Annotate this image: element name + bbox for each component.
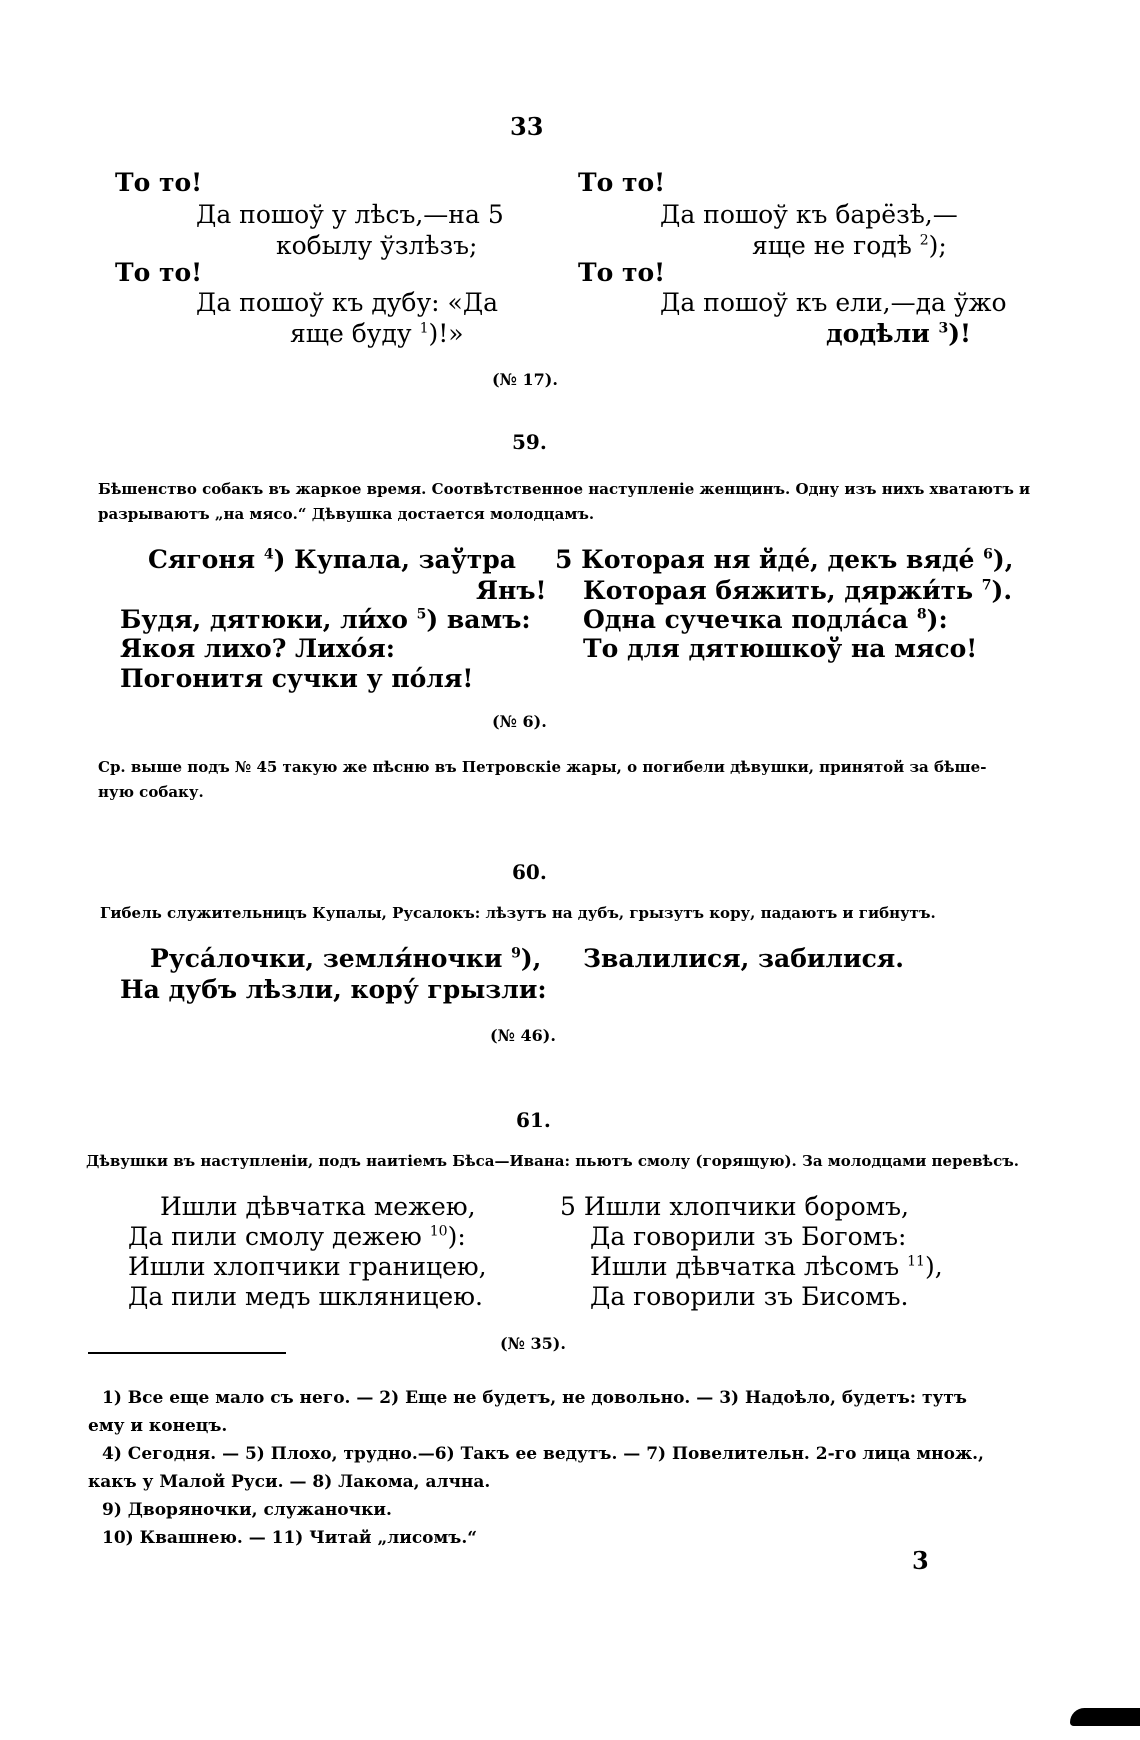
verse-line: кобылу ўзлѣзъ; xyxy=(276,231,478,260)
verse-line: Ишли дѣвчатка лѣсомъ $^{11}$), xyxy=(590,1252,943,1281)
source-reference: (№ 46). xyxy=(490,1026,556,1045)
section-description: Дѣвушки въ наступленіи, подъ наитіемъ Бѣса—Ивана: пьютъ смолу (горящую). За молодцами перевѣсъ. xyxy=(86,1152,1019,1170)
verse-line: То то! xyxy=(578,258,666,287)
verse-line: Будя, дятюки, ли́хо $^5$) вамъ: xyxy=(120,605,531,634)
verse-line: Которая бяжить, дяржи́ть $^7$). xyxy=(583,576,1013,605)
verse-line: То то! xyxy=(115,168,203,197)
section-number: 61. xyxy=(516,1108,551,1132)
footnote: 10) Квашнею. — 11) Читай „лисомъ.“ xyxy=(102,1528,478,1548)
footnote: ему и конецъ. xyxy=(88,1416,228,1436)
verse-line: То то! xyxy=(578,168,666,197)
section-number: 60. xyxy=(512,860,547,884)
source-reference: (№ 17). xyxy=(492,370,558,389)
editor-note: Ср. выше подъ № 45 такую же пѣсню въ Петровскіе жары, о погибели дѣвушки, принятой за бѣше- xyxy=(98,758,987,776)
verse-line: Звалилися, забилися. xyxy=(583,944,904,973)
footnote-rule xyxy=(88,1352,286,1354)
verse-line: Погонитя сучки у по́ля! xyxy=(120,664,474,693)
footnote: 4) Сегодня. — 5) Плохо, трудно.—6) Такъ ее ведутъ. — 7) Повелительн. 2-го лица множ., xyxy=(102,1444,984,1464)
verse-line: Сягоня $^4$) Купала, заўтра xyxy=(148,545,516,574)
verse-line: додѣли $^3$)! xyxy=(826,319,972,348)
verse-line: То то! xyxy=(115,258,203,287)
verse-line: 5 Ишли хлопчики боромъ, xyxy=(560,1192,909,1221)
verse-line: Да пошоў у лѣсъ,—на 5 xyxy=(196,200,504,229)
verse-line: Да пили медъ шкляницею. xyxy=(128,1282,483,1311)
verse-line: Да пошоў къ барёзѣ,— xyxy=(660,200,958,229)
verse-line: 5 Которая ня йдé, декъ вядé $^6$), xyxy=(555,545,1014,574)
footnote: какъ у Малой Руси. — 8) Лакома, алчна. xyxy=(88,1472,491,1492)
verse-line: яще буду $^1$)!» xyxy=(290,319,464,348)
verse-line: Да пили смолу дежею $^{10}$): xyxy=(128,1222,466,1251)
verse-line: яще не годѣ $^2$); xyxy=(752,231,947,260)
verse-line: Да говорили зъ Богомъ: xyxy=(590,1222,907,1251)
verse-line: Ишли дѣвчатка межею, xyxy=(160,1192,476,1221)
section-description: разрываютъ „на мясо.“ Дѣвушка достается молодцамъ. xyxy=(98,505,595,523)
verse-line: Янъ! xyxy=(476,576,547,605)
source-reference: (№ 6). xyxy=(492,712,547,731)
verse-line: Да говорили зъ Бисомъ. xyxy=(590,1282,909,1311)
verse-line: Якоя лихо? Лихо́я: xyxy=(120,634,395,663)
footnote: 1) Все еще мало съ него. — 2) Еще не будетъ, не довольно. — 3) Надоѣло, будетъ: тутъ xyxy=(102,1388,967,1408)
verse-line: Руса́лочки, земля́ночки $^9$), xyxy=(150,944,542,973)
section-description: Бѣшенство собакъ въ жаркое время. Соотвѣтственное наступленіе женщинъ. Одну изъ нихъ хватаютъ и xyxy=(98,480,1031,498)
section-description: Гибель служительницъ Купалы, Русалокъ: лѣзутъ на дубъ, грызутъ кору, падаютъ и гибнутъ. xyxy=(100,904,936,922)
verse-line: Да пошоў къ дубу: «Да xyxy=(196,288,499,317)
scan-edge-mark xyxy=(1070,1708,1140,1726)
verse-line: На дубъ лѣзли, кору́ грызли: xyxy=(120,975,547,1004)
verse-line: Одна сучечка подла́са $^8$): xyxy=(583,605,948,634)
signature-mark: 3 xyxy=(912,1546,929,1575)
verse-line: Да пошоў къ ели,—да ўжо xyxy=(660,288,1007,317)
section-number: 59. xyxy=(512,430,547,454)
verse-line: Ишли хлопчики границею, xyxy=(128,1252,487,1281)
page-number: 33 xyxy=(510,112,544,141)
editor-note: ную собаку. xyxy=(98,783,204,801)
source-reference: (№ 35). xyxy=(500,1334,566,1353)
footnote: 9) Дворяночки, служаночки. xyxy=(102,1500,392,1520)
verse-line: То для дятюшкоў на мясо! xyxy=(583,634,978,663)
